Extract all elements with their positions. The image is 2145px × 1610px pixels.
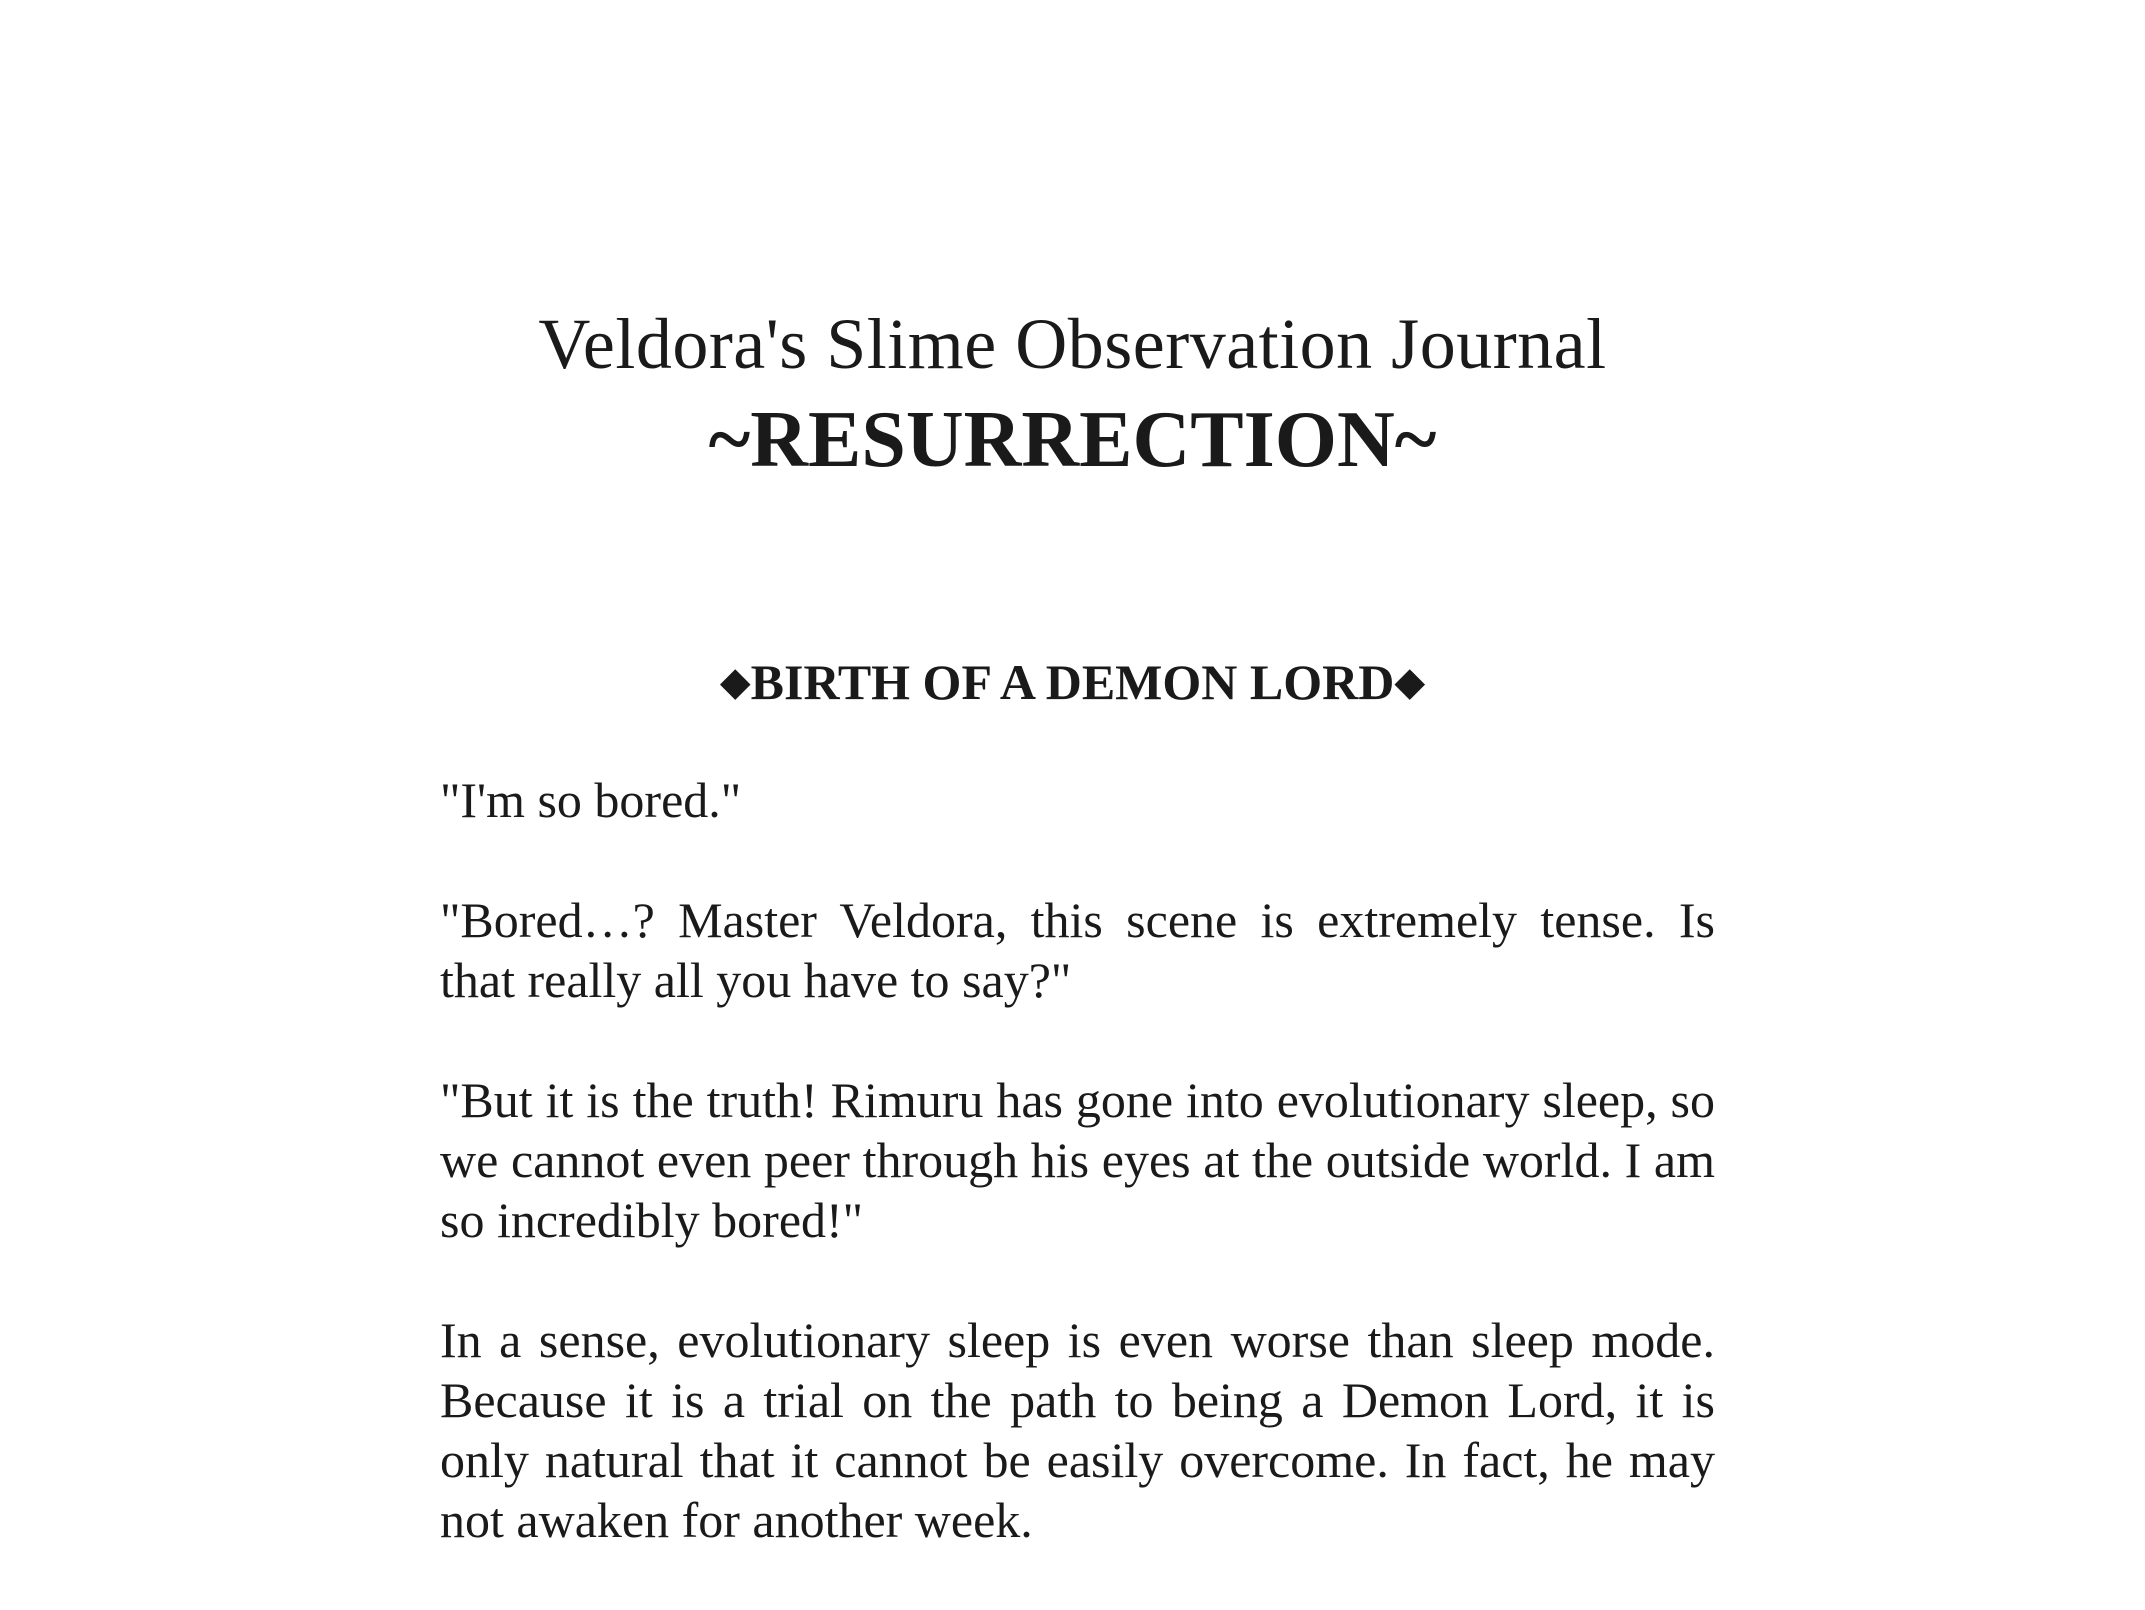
title-block <box>0 300 2145 488</box>
journal-subtitle: ~RESURRECTION~ <box>708 396 1437 484</box>
paragraph: In a sense, evolutionary sleep is even worse than sleep mode. Because it is a trial on the path to being a Demon Lord, it is only natural that it cannot be easily overcome. In fact, he may not awaken for another week. <box>440 1312 1715 1548</box>
section-heading-text: BIRTH OF A DEMON LORD <box>750 654 1395 710</box>
paragraph: "Bored…? Master Veldora, this scene is extremely tense. Is that really all you have to say?" <box>440 892 1715 1008</box>
diamond-right-icon: ◆ <box>1394 659 1426 704</box>
journal-title: Veldora's Slime Observation Journal <box>538 304 1607 384</box>
body-text <box>440 770 1715 1610</box>
diamond-left-icon: ◆ <box>719 659 751 704</box>
paragraph: "I'm so bored." <box>440 772 742 828</box>
paragraph: "But it is the truth! Rimuru has gone into evolutionary sleep, so we cannot even peer through his eyes at the outside world. I am so incredibly bored!" <box>440 1072 1715 1248</box>
section-heading <box>0 652 2145 712</box>
